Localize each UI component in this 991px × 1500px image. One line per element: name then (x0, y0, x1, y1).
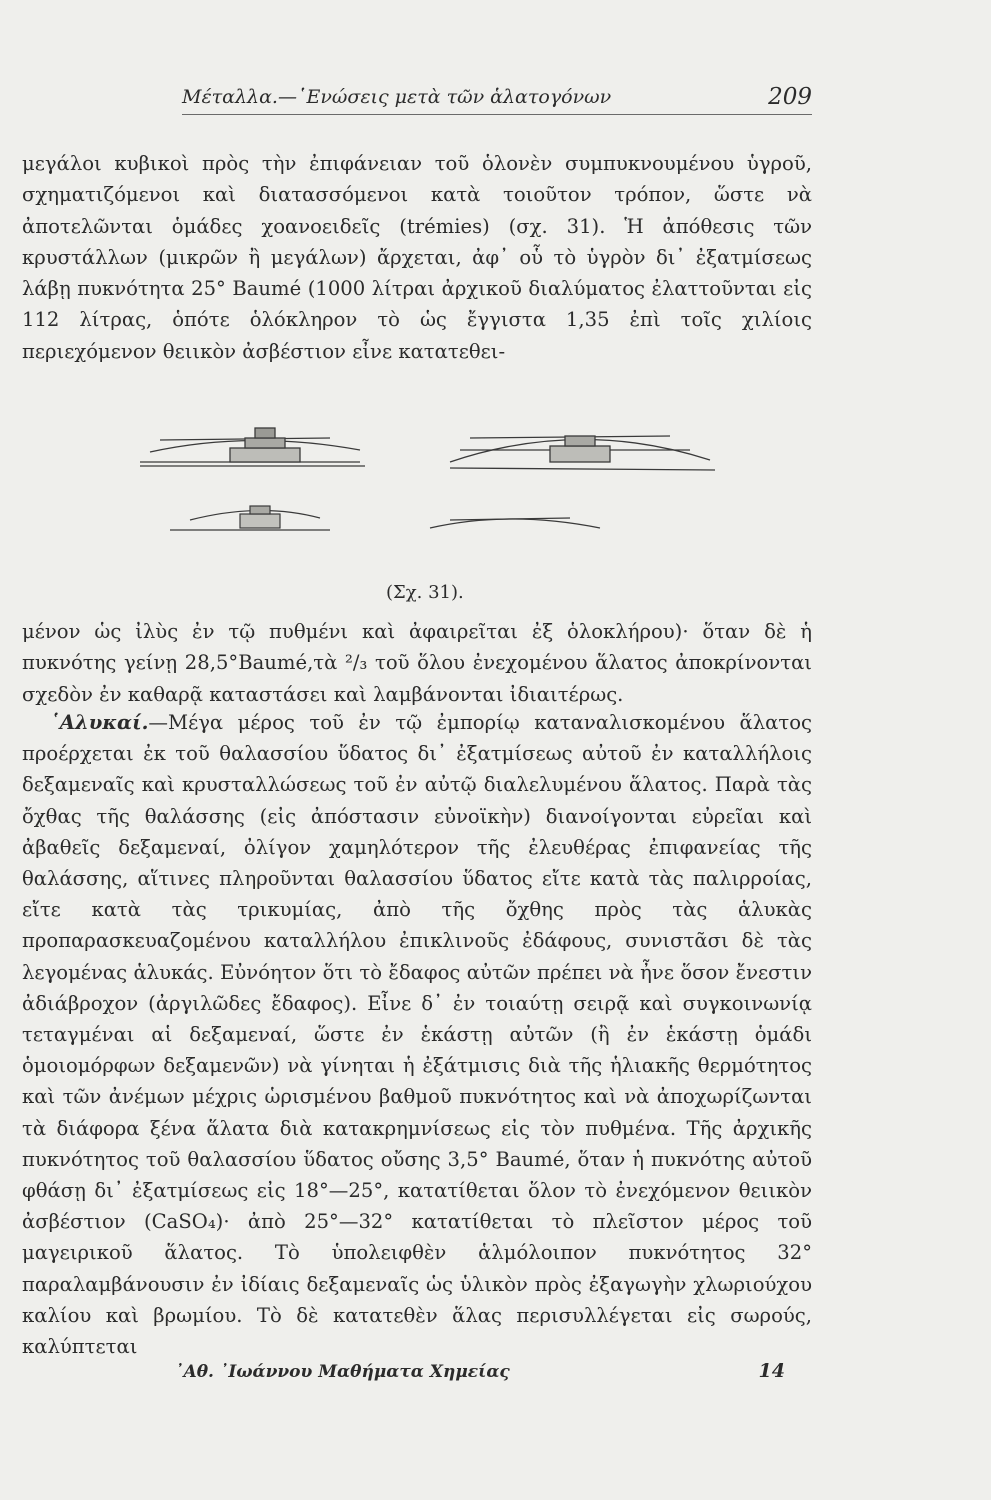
running-header (182, 84, 812, 115)
body-paragraph-3 (22, 707, 812, 1362)
crystal-hopper-small (170, 506, 600, 530)
figure-caption: (Σχ. 31). (386, 582, 464, 603)
section-text: —Μέγα μέρος τοῦ ἐν τῷ ἐμπορίῳ καταναλισκομένου ἅλατος προέρχεται ἐκ τοῦ θαλασσίου ὕδατος δι᾿ ἐξατμίσεως αὐτοῦ ἐν καταλλήλοις δεξαμεναῖς καὶ κρυσταλλώσεως τοῦ ἐν αὐτῷ διαλελυμένου ἅλατος. Παρὰ τὰς ὄχθας τῆς θαλάσσης (εἰς ἀπόστασιν εὐνοϊκὴν) διανοίγονται εὐρεῖαι καὶ ἀβαθεῖς δεξαμεναί, ὀλίγον χαμηλότερον τῆς ἐλευθέρας ἐπιφανείας τῆς θαλάσσης, αἵτινες πληροῦνται θαλασσίου ὕδατος εἴτε κατὰ τὰς παλιρροίας, εἴτε κατὰ τὰς τρικυμίας, ἀπὸ τῆς ὄχθης πρὸς τὰς ἁλυκὰς προπαρασκευαζομένου καταλλήλου ἐπικλινοῦς ἐδάφους, συνιστᾶσι δὲ τὰς λεγομένας ἁλυκάς. Εὐνόητον ὅτι τὸ ἔδαφος αὐτῶν πρέπει νὰ ἦνε ὅσον ἔνεστιν ἀδιάβροχον (ἀργιλῶδες ἔδαφος). Εἶνε δ᾿ ἐν τοιαύτῃ σειρᾷ καὶ συγκοινωνίᾳ τεταγμέναι αἱ δεξαμεναί, ὥστε ἐν ἑκάστῃ αὐτῶν (ἢ ἐν ἑκάστῃ ὁμάδι ὁμοιομόρφων δεξαμενῶν) νὰ γίνηται ἡ ἐξάτμισις διὰ τῆς ἡλιακῆς θερμότητος καὶ τῶν ἀνέμων μέχρις ὡρισμένου βαθμοῦ πυκνότητος καὶ νὰ ἀποχωρίζωνται τὰ διάφορα ξένα ἅλατα διὰ κατακρημνίσεως εἰς τὸν πυθμένα. Τῆς ἀρχικῆς πυκνότητος τοῦ θαλασσίου ὕδατος οὔσης 3,5° Baumé, ὅταν ἡ πυκνότης αὐτοῦ φθάσῃ δι᾿ ἐξατμίσεως εἰς 18°—25°, κατατίθεται ὅλον τὸ ἐνεχόμενον θειικὸν ἀσβέστιον (CaSO₄)· ἀπὸ 25°—32° κατατίθεται τὸ πλεῖστον μέρος τοῦ μαγειρικοῦ ἅλατος. Τὸ ὑπολειφθὲν ἁλμόλοιπον πυκνότητος 32° παραλαμβάνουσιν ἐν ἰδίαις δεξαμεναῖς ὡς ὑλικὸν πρὸς ἐξαγωγὴν χλωριούχου καλίου καὶ βρωμίου. Τὸ δὲ κατατεθὲν ἅλας περισυλλέγεται εἰς σωρούς, καλύπτεται (22, 711, 812, 1359)
crystal-hopper-left (140, 428, 365, 466)
figure-trémies-illustration (130, 410, 730, 550)
section-subheading: ῾Αλυκαί. (50, 711, 149, 734)
running-title: Μέταλλα.—῾Ενώσεις μετὰ τῶν ἁλατογόνων (182, 86, 612, 108)
page-number: 209 (768, 84, 812, 110)
page-footer (175, 1362, 785, 1392)
body-paragraph-1: μεγάλοι κυβικοὶ πρὸς τὴν ἐπιφάνειαν τοῦ ὁλονὲν συμπυκνουμένου ὑγροῦ, σχηματιζόμενοι καὶ διατασσόμενοι κατὰ τοιοῦτον τρόπον, ὥστε νὰ ἀποτελῶνται ὁμάδες χοανοειδεῖς (trémies) (σχ. 31). Ἡ ἀπόθεσις τῶν κρυστάλλων (μικρῶν ἢ μεγάλων) ἄρχεται, ἀφ᾿ οὗ τὸ ὑγρὸν δι᾿ ἐξατμίσεως λάβῃ πυκνότητα 25° Baumé (1000 λίτραι ἀρχικοῦ διαλύματος ἐλαττοῦνται εἰς 112 λίτρας, ὁπότε ὁλόκληρον τὸ ὡς ἔγγιστα 1,35 ἐπὶ τοῖς χιλίοις περιεχόμενον θειικὸν ἀσβέστιον εἶνε κατατεθει- (22, 152, 812, 363)
body-paragraph-2: μένον ὡς ἰλὺς ἐν τῷ πυθμένι καὶ ἀφαιρεῖται ἐξ ὁλοκλήρου)· ὅταν δὲ ἡ πυκνότης γείνῃ 28,5°Baumé,τὰ ²/₃ τοῦ ὅλου ἐνεχομένου ἅλατος ἀποκρίνονται σχεδὸν ἐν καθαρᾷ καταστάσει καὶ λαμβάνονται ἰδιαιτέρως. (22, 620, 812, 706)
sheet-number: 14 (758, 1360, 785, 1382)
footer-credit: ᾿Αθ. ᾿Ιωάννου Μαθήματα Χημείας (175, 1362, 510, 1382)
crystal-hopper-right (450, 436, 715, 470)
